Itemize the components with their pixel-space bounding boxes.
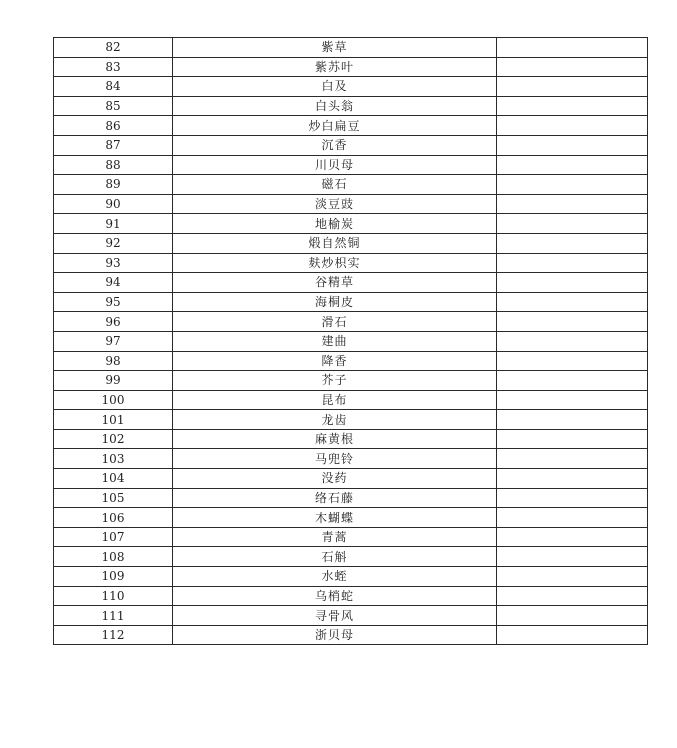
row-number-cell: 84: [54, 77, 173, 97]
table-row: [54, 625, 648, 645]
row-number-cell: 101: [54, 410, 173, 430]
row-number-cell: 105: [54, 488, 173, 508]
row-number-cell: 98: [54, 351, 173, 371]
table-row: [54, 116, 648, 136]
row-number-cell: 112: [54, 625, 173, 645]
row-number-cell: 83: [54, 57, 173, 77]
table-row: [54, 449, 648, 469]
herb-name-cell: 龙齿: [173, 410, 497, 430]
herb-name-cell: 滑石: [173, 312, 497, 332]
table-row: [54, 57, 648, 77]
table-row: [54, 292, 648, 312]
herb-name-cell: 川贝母: [173, 155, 497, 175]
row-number-cell: 92: [54, 233, 173, 253]
table-row: [54, 469, 648, 489]
table-row: [54, 351, 648, 371]
table-row: [54, 527, 648, 547]
row-number-cell: 110: [54, 586, 173, 606]
herb-name-cell: 青蒿: [173, 527, 497, 547]
herb-name-cell: 地榆炭: [173, 214, 497, 234]
table-row: [54, 155, 648, 175]
note-cell: [497, 194, 648, 214]
row-number-cell: 97: [54, 331, 173, 351]
herb-name-cell: 谷精草: [173, 273, 497, 293]
note-cell: [497, 214, 648, 234]
table-row: [54, 233, 648, 253]
herb-name-cell: 沉香: [173, 135, 497, 155]
table-row: [54, 488, 648, 508]
herb-name-cell: 络石藤: [173, 488, 497, 508]
row-number-cell: 86: [54, 116, 173, 136]
table-row: [54, 312, 648, 332]
note-cell: [497, 57, 648, 77]
note-cell: [497, 449, 648, 469]
note-cell: [497, 547, 648, 567]
herb-table-body: [54, 38, 648, 645]
note-cell: [497, 175, 648, 195]
table-row: [54, 371, 648, 391]
note-cell: [497, 488, 648, 508]
table-row: [54, 194, 648, 214]
row-number-cell: 103: [54, 449, 173, 469]
note-cell: [497, 625, 648, 645]
table-row: [54, 273, 648, 293]
row-number-cell: 87: [54, 135, 173, 155]
table-row: [54, 175, 648, 195]
note-cell: [497, 351, 648, 371]
table-row: [54, 38, 648, 58]
row-number-cell: 108: [54, 547, 173, 567]
row-number-cell: 85: [54, 96, 173, 116]
herb-name-cell: 木蝴蝶: [173, 508, 497, 528]
note-cell: [497, 292, 648, 312]
note-cell: [497, 331, 648, 351]
row-number-cell: 100: [54, 390, 173, 410]
herb-name-cell: 浙贝母: [173, 625, 497, 645]
row-number-cell: 90: [54, 194, 173, 214]
table-row: [54, 135, 648, 155]
row-number-cell: 89: [54, 175, 173, 195]
herb-name-cell: 炒白扁豆: [173, 116, 497, 136]
herb-name-cell: 降香: [173, 351, 497, 371]
note-cell: [497, 469, 648, 489]
herb-name-cell: 煅自然铜: [173, 233, 497, 253]
herb-name-cell: 没药: [173, 469, 497, 489]
herb-name-cell: 海桐皮: [173, 292, 497, 312]
row-number-cell: 109: [54, 567, 173, 587]
note-cell: [497, 135, 648, 155]
row-number-cell: 93: [54, 253, 173, 273]
row-number-cell: 111: [54, 606, 173, 626]
row-number-cell: 95: [54, 292, 173, 312]
herb-name-cell: 麸炒枳实: [173, 253, 497, 273]
herb-name-cell: 乌梢蛇: [173, 586, 497, 606]
note-cell: [497, 77, 648, 97]
row-number-cell: 107: [54, 527, 173, 547]
note-cell: [497, 96, 648, 116]
note-cell: [497, 410, 648, 430]
row-number-cell: 102: [54, 429, 173, 449]
note-cell: [497, 371, 648, 391]
row-number-cell: 82: [54, 38, 173, 58]
herb-name-cell: 芥子: [173, 371, 497, 391]
herb-name-cell: 麻黄根: [173, 429, 497, 449]
note-cell: [497, 312, 648, 332]
table-row: [54, 410, 648, 430]
row-number-cell: 106: [54, 508, 173, 528]
table-row: [54, 77, 648, 97]
row-number-cell: 91: [54, 214, 173, 234]
row-number-cell: 104: [54, 469, 173, 489]
table-row: [54, 586, 648, 606]
herb-name-cell: 石斛: [173, 547, 497, 567]
herb-name-cell: 淡豆豉: [173, 194, 497, 214]
herb-name-cell: 紫苏叶: [173, 57, 497, 77]
note-cell: [497, 38, 648, 58]
herb-name-cell: 白及: [173, 77, 497, 97]
row-number-cell: 96: [54, 312, 173, 332]
table-row: [54, 390, 648, 410]
herb-name-cell: 磁石: [173, 175, 497, 195]
herb-table: [53, 37, 648, 645]
note-cell: [497, 273, 648, 293]
table-row: [54, 567, 648, 587]
note-cell: [497, 527, 648, 547]
table-row: [54, 331, 648, 351]
row-number-cell: 99: [54, 371, 173, 391]
herb-name-cell: 水蛭: [173, 567, 497, 587]
table-row: [54, 96, 648, 116]
table-row: [54, 429, 648, 449]
herb-name-cell: 建曲: [173, 331, 497, 351]
row-number-cell: 94: [54, 273, 173, 293]
note-cell: [497, 567, 648, 587]
note-cell: [497, 155, 648, 175]
herb-name-cell: 马兜铃: [173, 449, 497, 469]
herb-name-cell: 紫草: [173, 38, 497, 58]
note-cell: [497, 253, 648, 273]
herb-name-cell: 寻骨风: [173, 606, 497, 626]
note-cell: [497, 586, 648, 606]
table-row: [54, 508, 648, 528]
note-cell: [497, 508, 648, 528]
note-cell: [497, 233, 648, 253]
note-cell: [497, 390, 648, 410]
note-cell: [497, 429, 648, 449]
herb-name-cell: 白头翁: [173, 96, 497, 116]
herb-name-cell: 昆布: [173, 390, 497, 410]
note-cell: [497, 116, 648, 136]
table-row: [54, 214, 648, 234]
note-cell: [497, 606, 648, 626]
row-number-cell: 88: [54, 155, 173, 175]
table-row: [54, 606, 648, 626]
table-row: [54, 253, 648, 273]
table-row: [54, 547, 648, 567]
